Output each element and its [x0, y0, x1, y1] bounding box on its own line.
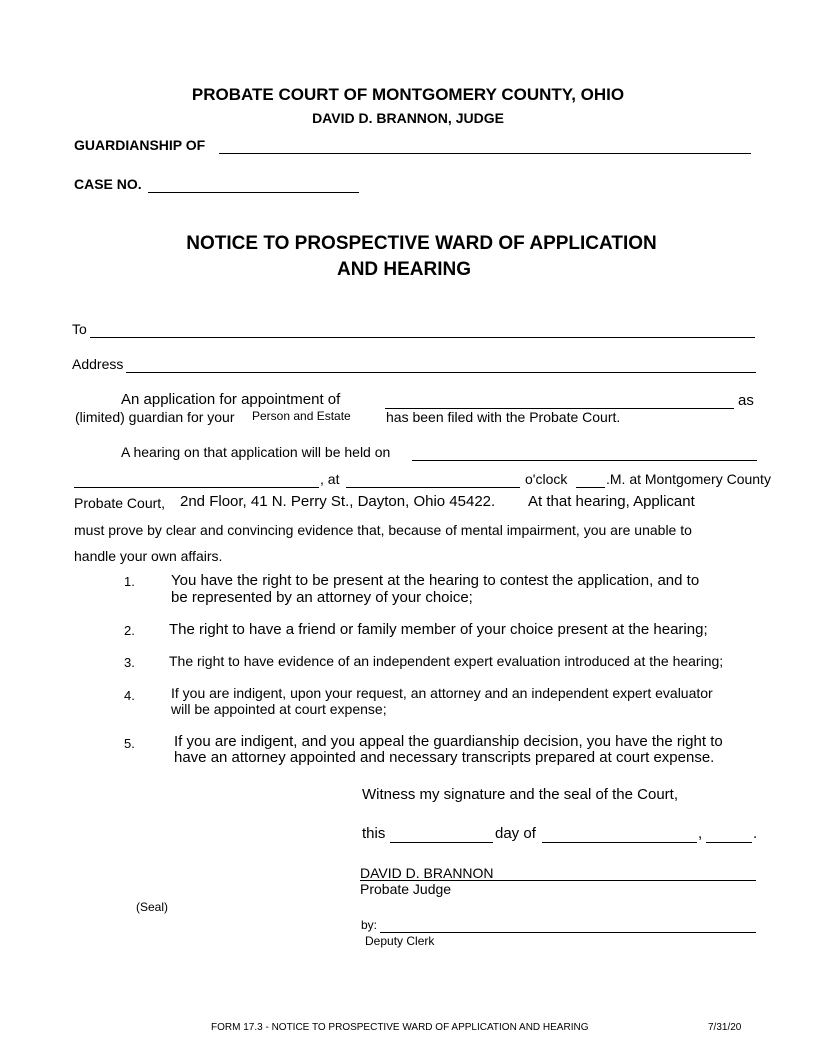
application-text: An application for appointment of	[121, 391, 341, 408]
location-text: .M. at Montgomery County	[606, 471, 771, 487]
am-pm-field[interactable]	[576, 471, 605, 488]
list-number: 4.	[124, 688, 135, 703]
probate-court-text: Probate Court,	[74, 495, 166, 511]
applicant-field[interactable]	[385, 392, 734, 409]
filed-text: has been filed with the Probate Court.	[386, 409, 621, 425]
signing-judge-name: DAVID D. BRANNON	[360, 865, 494, 881]
notice-title-line2: AND HEARING	[336, 259, 472, 280]
hearing-date-field[interactable]	[412, 444, 757, 461]
list-text: If you are indigent, upon your request, an attorney and an independent expert evaluator	[171, 685, 713, 701]
comma-text: ,	[698, 825, 703, 842]
day-field[interactable]	[390, 826, 493, 843]
guardianship-label: GUARDIANSHIP OF	[74, 137, 206, 153]
handle-affairs-text: handle your own affairs.	[74, 548, 223, 564]
list-text: If you are indigent, and you appeal the guardianship decision, you have the right to	[174, 733, 723, 750]
list-number: 1.	[124, 574, 135, 589]
case-no-field[interactable]	[148, 176, 359, 193]
form-footer-date: 7/31/20	[708, 1022, 742, 1033]
at-hearing-text: At that hearing, Applicant	[528, 493, 695, 510]
list-text-cont: have an attorney appointed and necessary transcripts prepared at court expense.	[174, 749, 715, 766]
case-no-label: CASE NO.	[74, 176, 142, 192]
comma-at-text: , at	[320, 471, 340, 487]
court-name: PROBATE COURT OF MONTGOMERY COUNTY, OHIO	[191, 85, 625, 104]
hearing-text: A hearing on that application will be held on	[121, 444, 391, 460]
list-number: 3.	[124, 655, 135, 670]
list-number: 2.	[124, 623, 135, 638]
notice-title-line1: NOTICE TO PROSPECTIVE WARD OF APPLICATION	[186, 233, 657, 254]
form-footer-title: FORM 17.3 - NOTICE TO PROSPECTIVE WARD OF APPLICATION AND HEARING	[211, 1022, 589, 1033]
address-field[interactable]	[126, 356, 756, 373]
year-field[interactable]	[706, 826, 752, 843]
to-field[interactable]	[90, 321, 755, 338]
guardianship-scope[interactable]: Person and Estate	[252, 409, 351, 423]
must-prove-text: must prove by clear and convincing evidence that, because of mental impairment, you are unable to	[74, 522, 692, 538]
guardianship-field[interactable]	[219, 137, 751, 154]
seal-label: (Seal)	[136, 900, 169, 914]
judge-title: Probate Judge	[360, 881, 452, 897]
clerk-signature-field[interactable]	[380, 918, 756, 933]
day-of-text: day of	[495, 825, 536, 842]
period-text: .	[753, 825, 758, 842]
list-text: The right to have a friend or family member of your choice present at the hearing;	[169, 621, 708, 638]
as-text: as	[738, 392, 754, 409]
list-text-cont: will be appointed at court expense;	[171, 701, 387, 717]
address-label: Address	[72, 356, 124, 372]
list-text-cont: be represented by an attorney of your choice;	[171, 589, 473, 606]
hearing-time-field[interactable]	[346, 471, 520, 488]
judge-name: DAVID D. BRANNON, JUDGE	[312, 110, 504, 126]
month-field[interactable]	[542, 826, 697, 843]
list-text: The right to have evidence of an independent expert evaluation introduced at the hearing;	[169, 653, 724, 669]
oclock-text: o'clock	[525, 471, 568, 487]
hearing-date-field-2[interactable]	[74, 471, 319, 488]
clerk-title: Deputy Clerk	[365, 934, 435, 948]
limited-guardian-text: (limited) guardian for your	[75, 409, 235, 425]
court-address: 2nd Floor, 41 N. Perry St., Dayton, Ohio 45422.	[180, 493, 496, 510]
list-text: You have the right to be present at the hearing to contest the application, and to	[171, 572, 700, 589]
by-text: by:	[361, 918, 378, 932]
to-label: To	[72, 321, 87, 337]
list-number: 5.	[124, 736, 135, 751]
this-text: this	[362, 825, 386, 842]
witness-text: Witness my signature and the seal of the Court,	[362, 786, 678, 803]
